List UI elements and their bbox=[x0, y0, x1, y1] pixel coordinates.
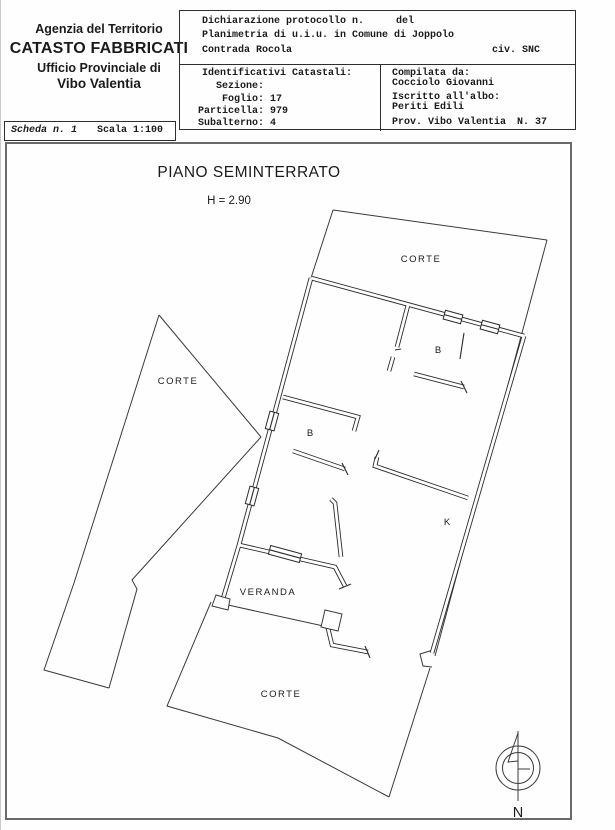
label-bath-lower: B bbox=[306, 428, 314, 439]
particella-value: 979 bbox=[270, 106, 289, 117]
prov-number: N. 37 bbox=[517, 117, 548, 128]
label-kitchen: K bbox=[443, 517, 451, 528]
particella-label: Particella: bbox=[197, 106, 264, 117]
veranda-pillars bbox=[212, 595, 342, 631]
albo-value: Periti Edili bbox=[392, 102, 465, 113]
label-bath-upper: B bbox=[434, 345, 442, 356]
compiler-name: Cocciolo Giovanni bbox=[392, 78, 495, 89]
protocol-label: Dichiarazione protocollo n. bbox=[202, 16, 365, 27]
letterhead-city: Vibo Valentia bbox=[57, 76, 141, 91]
protocol-del: del bbox=[396, 16, 415, 27]
letterhead-agency: Agenzia del Territorio bbox=[35, 22, 163, 36]
foglio-label: Foglio: bbox=[221, 94, 264, 105]
scheda-label: Scheda n. 1 bbox=[11, 125, 78, 136]
prov-label: Prov. Vibo Valentia bbox=[392, 117, 507, 128]
compass-icon bbox=[496, 731, 540, 801]
address-line: Contrada Rocola bbox=[202, 45, 293, 56]
label-corte-bottom: CORTE bbox=[260, 689, 302, 700]
label-corte-top: CORTE bbox=[400, 254, 442, 265]
cadastral-title: Identificativi Catastali: bbox=[202, 68, 353, 79]
letterhead-catasto: CATASTO FABBRICATI bbox=[9, 40, 189, 57]
compilata-label: Compilata da: bbox=[392, 68, 471, 79]
property-boundaries bbox=[44, 210, 547, 797]
plan-title: PIANO SEMINTERRATO bbox=[157, 164, 341, 181]
foglio-value: 17 bbox=[270, 94, 283, 105]
plan-height-note: H = 2.90 bbox=[207, 195, 251, 207]
scala-label: Scala 1:100 bbox=[97, 125, 164, 136]
scheda-box bbox=[4, 121, 176, 141]
label-corte-left: CORTE bbox=[157, 376, 199, 387]
albo-label: Iscritto all'albo: bbox=[392, 92, 501, 103]
letterhead-office: Ufficio Provinciale di bbox=[37, 61, 161, 75]
sezione-label: Sezione: bbox=[215, 81, 264, 92]
subalterno-value: 4 bbox=[270, 118, 277, 129]
subalterno-label: Subalterno: bbox=[197, 118, 264, 129]
planimetria-line: Planimetria di u.i.u. in Comune di Joppolo bbox=[202, 30, 455, 41]
label-veranda: VERANDA bbox=[239, 587, 297, 598]
civic-value: civ. SNC bbox=[492, 45, 541, 56]
label-north: N bbox=[512, 805, 524, 821]
